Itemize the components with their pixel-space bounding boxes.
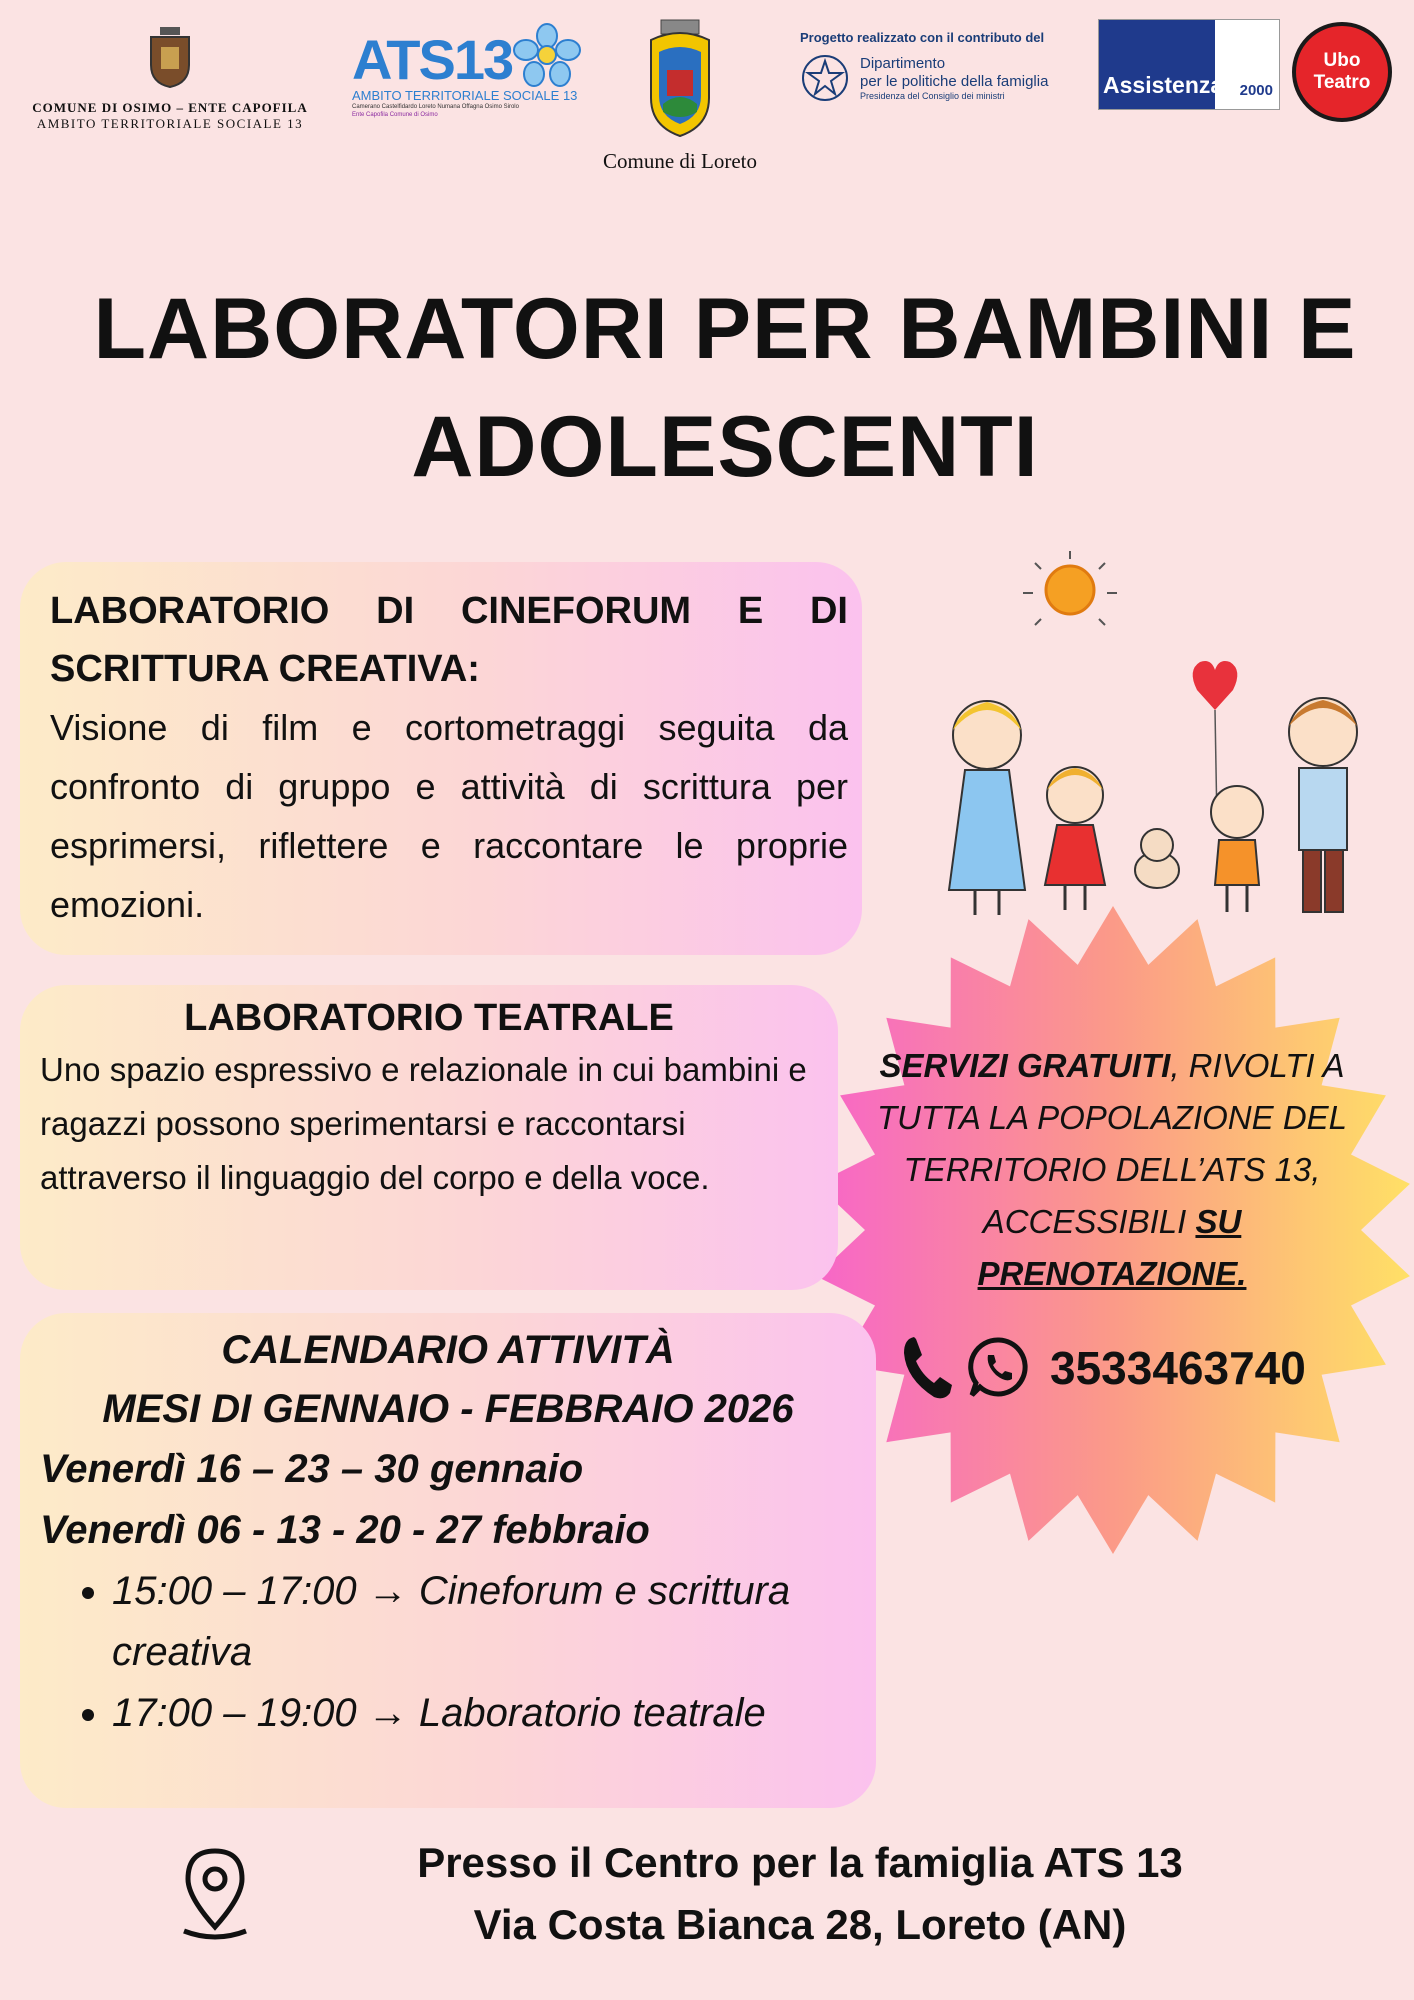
venue-address (300, 1832, 1300, 1956)
ubo-line1: Ubo (1323, 50, 1361, 71)
assistenza2000-logo (1098, 19, 1280, 110)
schedule-list (40, 1561, 856, 1744)
ubo-line2: Teatro (1313, 72, 1371, 93)
calendar-heading: CALENDARIO ATTIVITÀ (221, 1328, 675, 1372)
ats13-mark: ATS13 (352, 28, 513, 91)
venue-line: Presso il Centro per la famiglia ATS 13 (417, 1839, 1183, 1886)
calendar-months: MESI DI GENNAIO - FEBBRAIO 2026 (102, 1387, 794, 1431)
schedule-item-theatre: • 17:00 – 19:00 → Laboratorio teatrale (112, 1683, 856, 1744)
cineforum-box (20, 562, 862, 955)
services-text: , RIVOLTI A TUTTA LA POPOLAZIONE DEL TERRITORIO DELL’ATS 13, ACCESSIBILI (876, 1047, 1348, 1240)
ats13-capofila: Ente Capofila Comune di Osimo (352, 112, 438, 118)
free-services-label: SERVIZI GRATUITI (879, 1047, 1171, 1084)
assistenza-word: Assistenza (1103, 72, 1224, 98)
dip-line3: Presidenza del Consiglio dei ministri (860, 91, 1005, 101)
osimo-crest-icon (147, 25, 193, 89)
loreto-name: Comune di Loreto (603, 149, 757, 173)
calendar-box (20, 1313, 876, 1808)
address-line: Via Costa Bianca 28, Loreto (AN) (473, 1901, 1127, 1948)
ats13-subtitle: AMBITO TERRITORIALE SOCIALE 13 (352, 88, 578, 103)
osimo-logo (20, 25, 320, 132)
phone-contact[interactable] (900, 1333, 1370, 1403)
dip-line1: Dipartimento (860, 55, 946, 72)
cineforum-heading: LABORATORIO DI CINEFORUM E DI SCRITTURA CREATIVA: (50, 590, 848, 690)
ats13-towns: Camerano Castelfidardo Loreto Numana Offagna Osimo Sirolo (352, 104, 519, 110)
title-line1: LABORATORI PER BAMBINI E (93, 281, 1357, 377)
phone-number: 3533463740 (1050, 1342, 1306, 1394)
booking-label: SU PRENOTAZIONE. (977, 1203, 1247, 1292)
schedule-item-cineforum: • 15:00 – 17:00 → Cineforum e scrittura creativa (112, 1561, 856, 1683)
services-notice (862, 1040, 1362, 1300)
january-dates: Venerdì 16 – 23 – 30 gennaio (40, 1447, 584, 1491)
cineforum-description: Visione di film e cortometraggi seguita da confronto di gruppo e attività di scrittura per esprimersi, riflettere e raccontare le proprie emozioni. (50, 707, 848, 925)
dipartimento-logo (800, 30, 1080, 105)
theatre-heading: LABORATORIO TEATRALE (184, 997, 674, 1039)
phone-icon (900, 1333, 956, 1403)
osimo-line1: COMUNE DI OSIMO – ENTE CAPOFILA (32, 100, 308, 115)
theatre-box (20, 985, 838, 1290)
loreto-logo (575, 18, 785, 174)
february-dates: Venerdì 06 - 13 - 20 - 27 febbraio (40, 1508, 650, 1552)
location-pin-icon (180, 1847, 250, 1942)
family-illustration (925, 550, 1385, 930)
loreto-crest-icon (645, 18, 715, 140)
flower-icon (512, 22, 582, 88)
page-title (60, 270, 1390, 506)
dip-line2: per le politiche della famiglia (860, 73, 1049, 90)
italy-emblem-icon (800, 51, 850, 105)
title-line2: ADOLESCENTI (411, 399, 1039, 495)
osimo-line2: AMBITO TERRITORIALE SOCIALE 13 (36, 116, 304, 131)
whatsapp-icon (966, 1335, 1032, 1401)
ubo-teatro-logo (1292, 22, 1392, 122)
assistenza-number: 2000 (1239, 82, 1273, 99)
ats13-logo (352, 22, 592, 119)
theatre-description: Uno spazio espressivo e relazionale in cui bambini e ragazzi possono sperimentarsi e raccontarsi attraverso il linguaggio del corpo e della voce. (40, 1051, 807, 1196)
project-credit: Progetto realizzato con il contributo del (800, 30, 1045, 45)
